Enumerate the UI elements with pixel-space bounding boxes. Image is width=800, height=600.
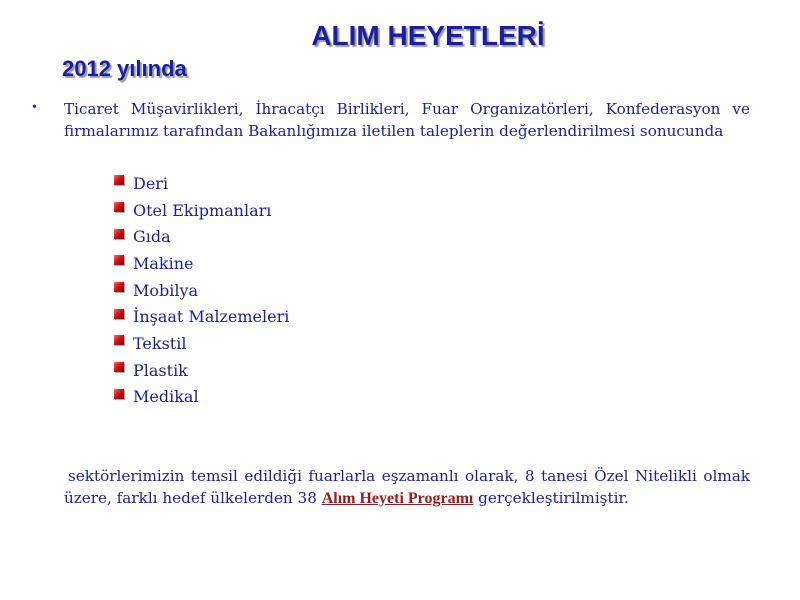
sector-item <box>114 384 289 411</box>
slide-subtitle: 2012 yılında <box>62 56 187 81</box>
sector-label: Mobilya <box>133 280 199 300</box>
sector-item <box>114 277 289 304</box>
sector-item <box>114 303 289 330</box>
red-square-bullet-icon <box>114 255 124 265</box>
sector-item <box>114 330 289 357</box>
red-square-bullet-icon <box>114 202 124 212</box>
slide-title: ALIM HEYETLERİ <box>311 20 545 51</box>
sector-item <box>114 197 289 224</box>
intro-paragraph: Ticaret Müşavirlikleri, İhracatçı Birlikleri, Fuar Organizatörleri, Konfederasyon ve firmalarımız tarafından Bakanlığımıza iletilen taleplerin değerlendirilmesi sonucunda <box>64 100 750 140</box>
sector-label: Tekstil <box>133 333 187 353</box>
sector-label: Medikal <box>133 387 199 407</box>
program-highlight: Alım Heyeti Programı <box>321 489 474 507</box>
sector-label: Gıda <box>133 227 171 247</box>
closing-paragraph <box>64 466 750 509</box>
sector-item <box>114 170 289 197</box>
red-square-bullet-icon <box>114 389 124 399</box>
closing-end: gerçekleştirilmiştir. <box>473 488 629 507</box>
closing-text: sektörlerimizin temsil edildiği fuarlarla eşzamanlı olarak, 8 tanesi Özel Nitelikli olmak üzere, farklı hedef ülkelerden 38 <box>64 467 750 507</box>
sector-label: İnşaat Malzemeleri <box>133 307 290 327</box>
bullet-dot-icon: • <box>32 100 37 115</box>
sector-item <box>114 357 289 384</box>
red-square-bullet-icon <box>114 335 124 345</box>
sector-label: Otel Ekipmanları <box>133 200 272 220</box>
sector-label: Makine <box>133 253 194 273</box>
sector-label: Deri <box>133 173 169 193</box>
red-square-bullet-icon <box>114 175 124 185</box>
red-square-bullet-icon <box>114 362 124 372</box>
red-square-bullet-icon <box>114 309 124 319</box>
sector-list <box>114 170 289 410</box>
sector-item <box>114 250 289 277</box>
red-square-bullet-icon <box>114 229 124 239</box>
red-square-bullet-icon <box>114 282 124 292</box>
sector-label: Plastik <box>133 360 188 380</box>
sector-item <box>114 223 289 250</box>
